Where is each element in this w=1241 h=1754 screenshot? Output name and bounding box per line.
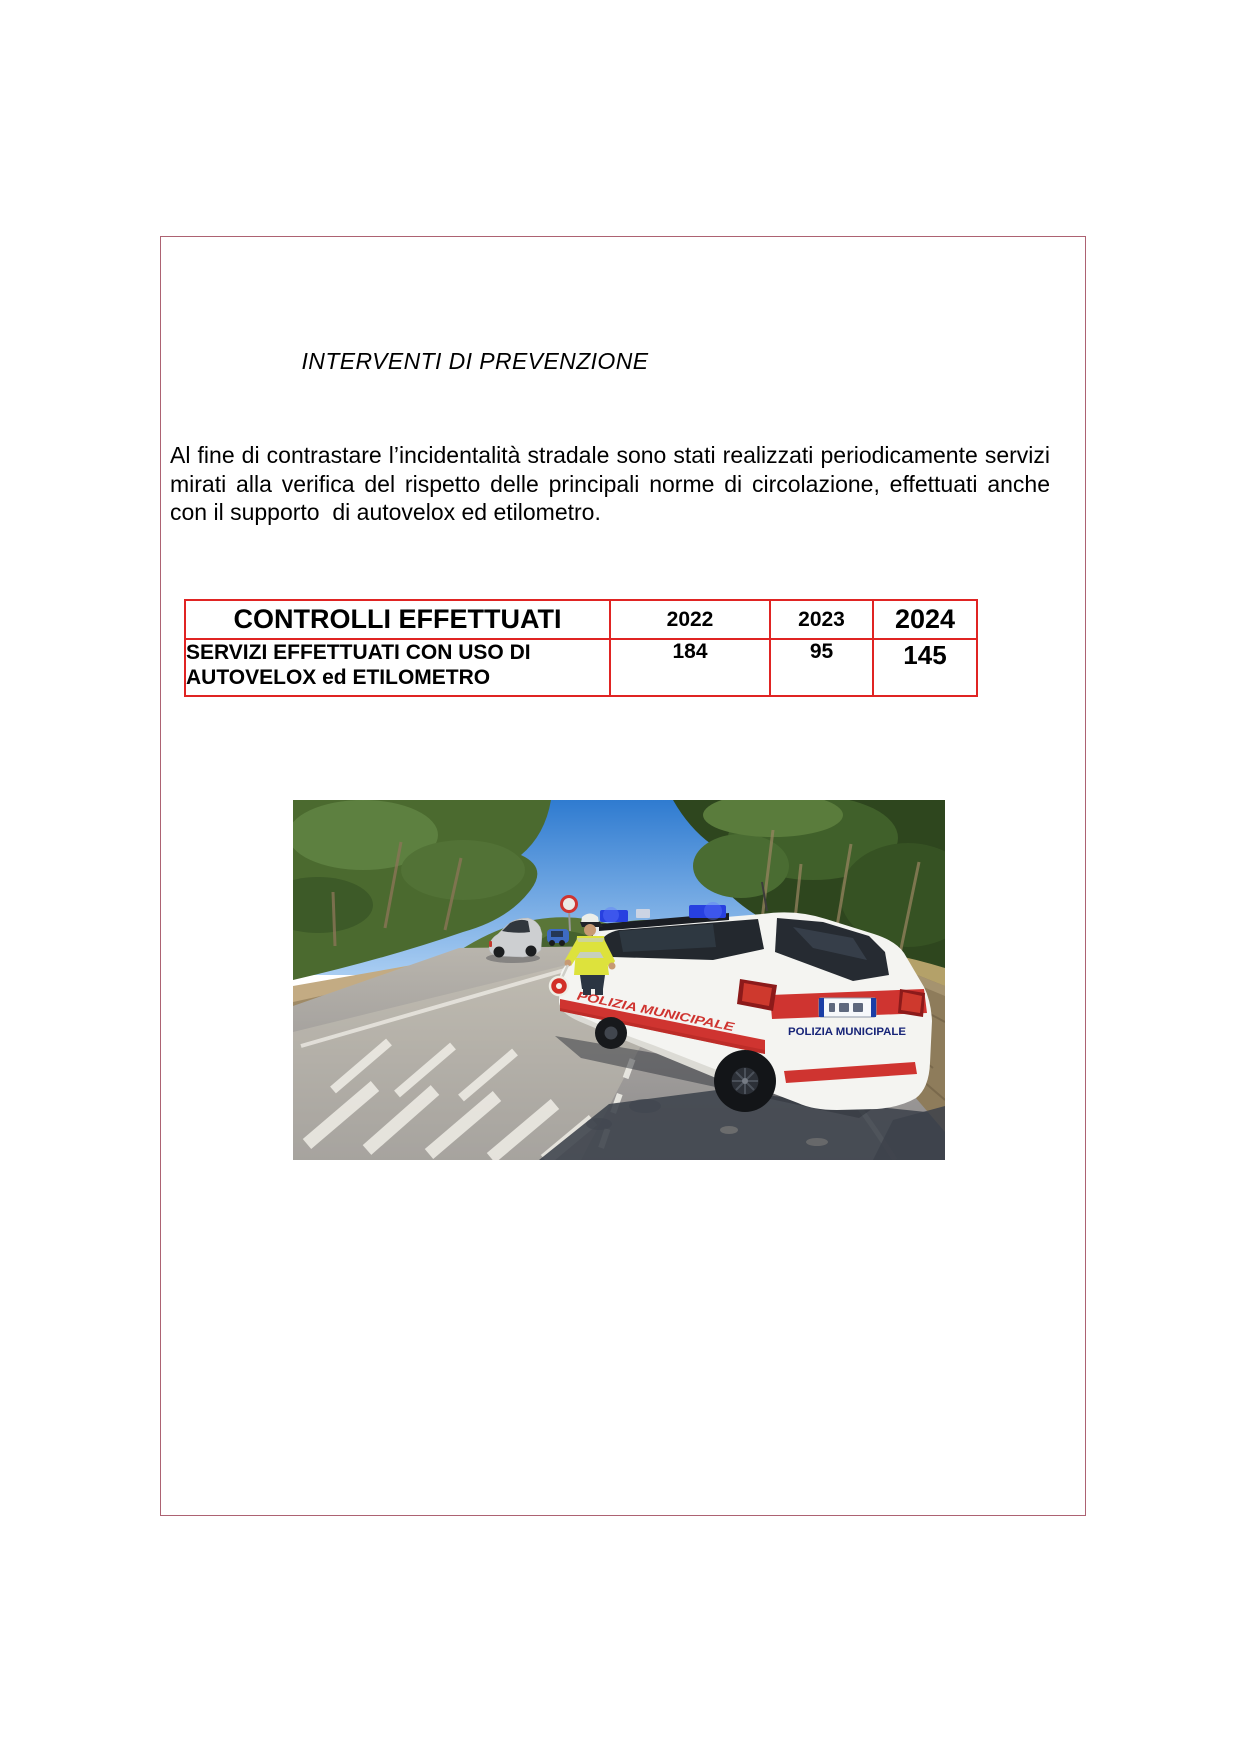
officer-trousers — [580, 975, 605, 989]
table-header-2024: 2024 — [873, 600, 977, 639]
table-header-2022: 2022 — [610, 600, 770, 639]
controls-table — [184, 599, 978, 697]
page-title: INTERVENTI DI PREVENZIONE — [301, 348, 649, 374]
photo-traffic-checkpoint — [293, 800, 945, 1160]
table-header-row — [185, 600, 977, 639]
license-plate — [819, 998, 876, 1017]
body-paragraph: Al fine di contrastare l’incidentalità stradale sono stati realizzati periodicamente servizi mirati alla verifica del rispetto delle principali norme di circolazione, effettuati anche con il supporto di autovelox ed etilometro. — [170, 442, 1057, 525]
table-header-label: CONTROLLI EFFETTUATI — [185, 600, 610, 639]
row-value-2024: 145 — [873, 639, 977, 696]
side-livery-text: POLIZIA MUNICIPALE — [575, 988, 701, 1027]
rear-livery-text: POLIZIA MUNICIPALE — [788, 1026, 906, 1038]
row-label: SERVIZI EFFETTUATI CON USO DI AUTOVELOX ed ETILOMETRO — [185, 639, 610, 696]
checkpoint-scene — [293, 800, 945, 1160]
row-value-2022: 184 — [610, 639, 770, 696]
table-row — [185, 639, 977, 696]
row-value-2023: 95 — [770, 639, 873, 696]
table-header-2023: 2023 — [770, 600, 873, 639]
officer-face — [584, 924, 596, 936]
